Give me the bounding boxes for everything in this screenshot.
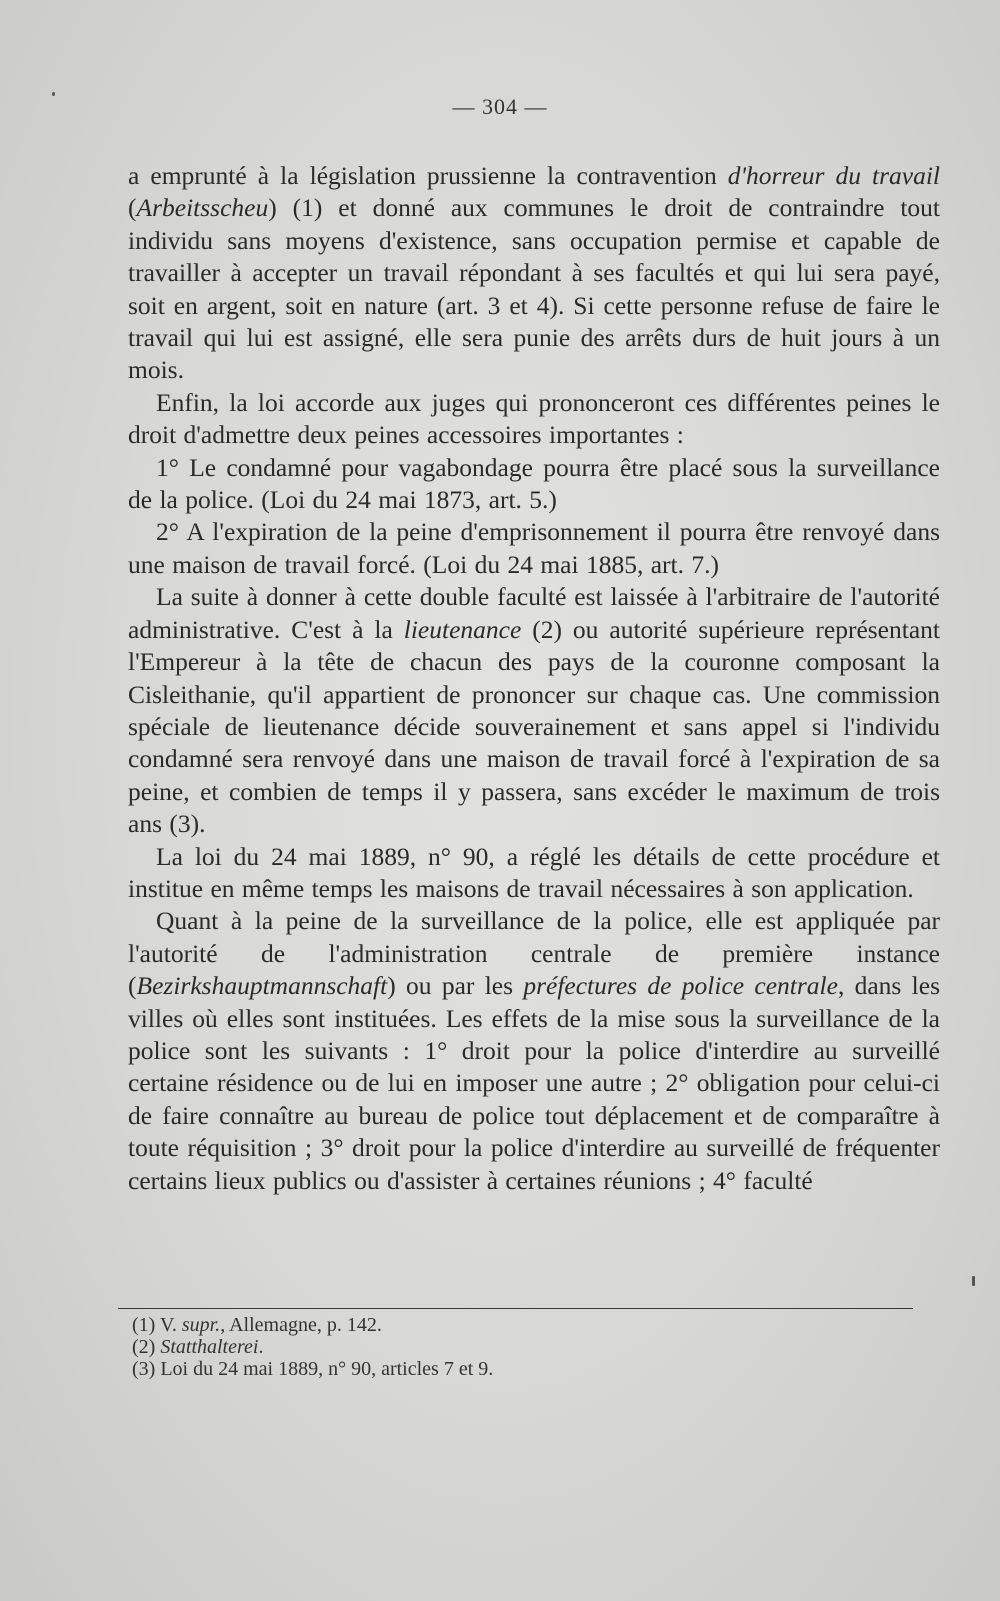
body-text [128,160,940,1197]
text-run: (2) [132,1336,161,1358]
text-run: 2° A l'expiration de la peine d'emprisonnement il pourra être renvoyé dans une maison de travail forcé. (Loi du 24 mai 1885, art. 7.) [128,517,940,579]
text-run: La loi du 24 mai 1889, n° 90, a réglé les détails de cette procédure et institue en même temps les maisons de travail nécessaires à son application. [128,841,940,903]
footnote [132,1314,832,1336]
text-run: ) (1) et donné aux communes le droit de contraindre tout individu sans moyens d'existence, sans occupation permise et capable de travailler à accepter un travail répondant à ses facultés et qui lui sera payé, soit en argent, soit en nature (art. 3 et 4). Si cette personne refuse de faire le travail qui lui est assigné, elle sera punie des arrêts durs de huit jours à un mois. [128,193,940,385]
text-run: a emprunté à la législation prussienne la contravention [128,161,728,190]
italic-text: supr. [181,1314,221,1336]
text-run: ( [128,193,137,223]
text-run: (3) Loi du 24 mai 1889, n° 90, articles 7 et 9. [132,1358,494,1380]
paragraph [128,160,940,387]
text-run: La suite à donner à cette double faculté est laissée à l'arbitraire de l'autorité administrative. C'est à la [128,582,940,644]
paragraph [128,905,940,1197]
text-run: , dans les villes où elles sont instituées. Les effets de la mise sous la surveillance de la police sont les suivants : 1° droit pour la police d'interdire au surveillé certaine résidence ou de lui en imposer une autre ; 2° obligation pour celui-ci de faire connaître au bureau de police tout déplacement et de comparaître à toute réquisition ; 3° droit pour la police d'interdire au surveillé de fréquenter certains lieux publics ou d'assister à certaines réunions ; 4° faculté [128,971,940,1195]
paragraph [128,452,940,517]
italic-text: Arbeitsscheu [136,193,269,223]
italic-text: préfectures de police centrale [523,971,838,1001]
paragraph [128,841,940,906]
footnote [132,1358,832,1380]
paragraph [128,516,940,581]
italic-text: lieutenance [403,614,522,644]
footnotes [132,1314,832,1380]
text-run: , Allemagne, p. 142. [220,1314,382,1336]
italic-text: Statthalterei [160,1336,259,1358]
paragraph [128,581,940,840]
text-run: (2) ou autorité supérieure représentant l'Empereur à la tête de chacun des pays de la couronne composant la Cisleithanie, qu'il appartient de prononcer sur chaque cas. Une commission spéciale de lieutenance décide souverainement et sans appel si l'individu condamné sera renvoyé dans une maison de travail forcé à l'expiration de sa peine, et combien de temps il y passera, sans excéder le maximum de trois ans (3). [128,614,940,839]
italic-text: d'horreur du travail [727,161,941,190]
footnote [132,1336,832,1358]
text-run: Enfin, la loi accorde aux juges qui prononceront ces différentes peines le droit d'admettre deux peines accessoires importantes : [128,387,940,450]
text-run: . [258,1336,264,1358]
footnote-divider [118,1308,913,1309]
page-number: — 304 — [452,94,548,119]
text-run: (1) V. [132,1314,182,1336]
text-run: ) ou par les [387,971,524,1001]
ink-speck [972,1276,975,1286]
text-run: Quant à la peine de la surveillance de la police, elle est appliquée par l'autorité de l'administration centrale de première instance ( [128,906,940,1001]
text-run: 1° Le condamné pour vagabondage pourra être placé sous la surveillance de la police. (Loi du 24 mai 1873, art. 5.) [128,452,940,515]
italic-text: Bezirkshauptmannschaft [136,971,388,1001]
paragraph [128,387,940,452]
